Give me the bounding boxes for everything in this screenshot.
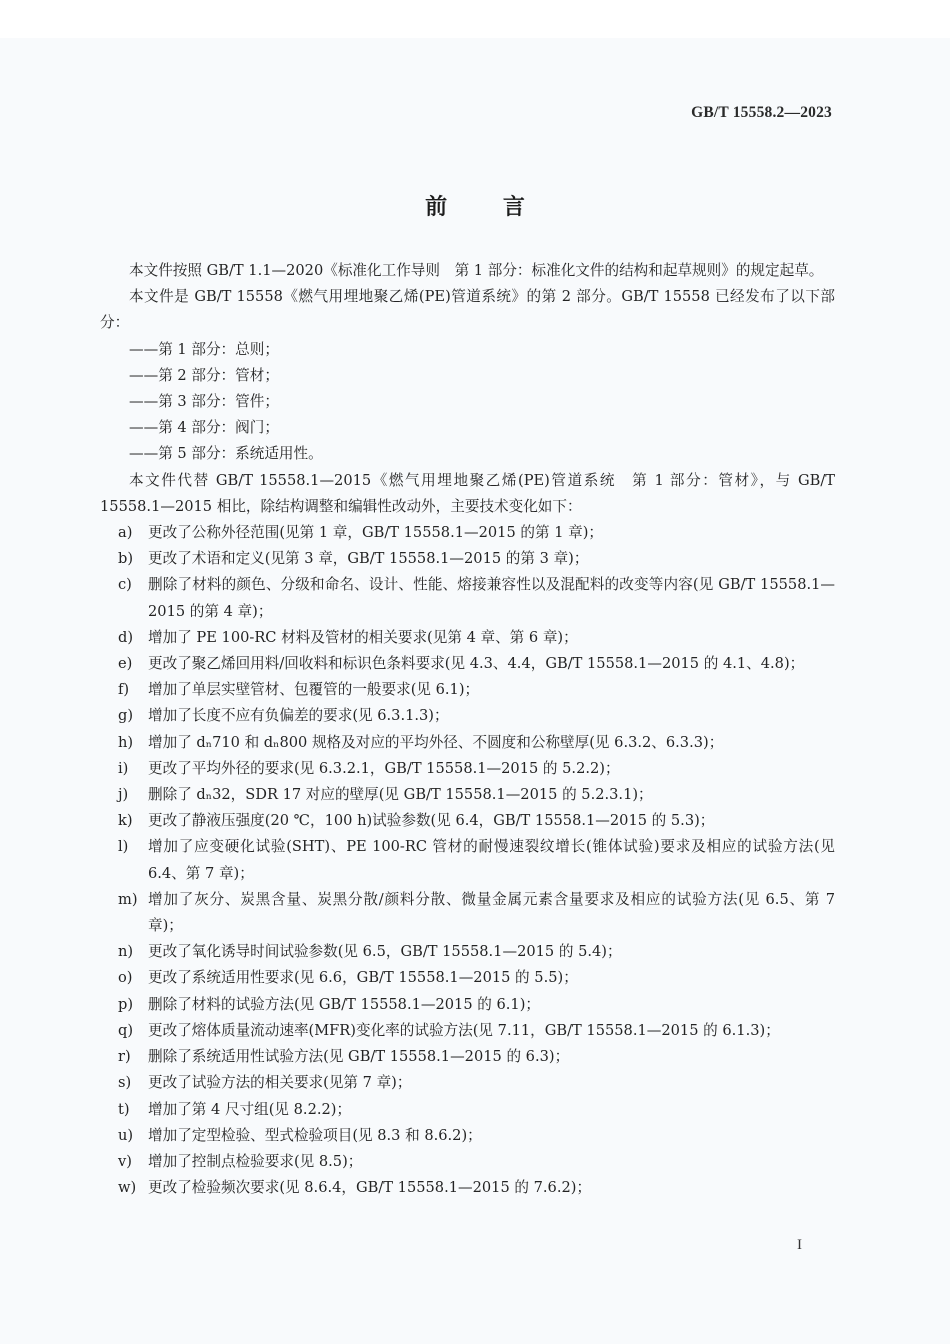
change-text: 增加了 PE 100-RC 材料及管材的相关要求(见第 4 章、第 6 章)； bbox=[148, 628, 578, 646]
change-text: 更改了试验方法的相关要求(见第 7 章)； bbox=[148, 1074, 412, 1092]
parts-list-item: ——第 5 部分：系统适用性。 bbox=[129, 445, 323, 463]
change-text: 删除了材料的颜色、分级和命名、设计、性能、熔接兼容性以及混配料的改变等内容(见 GB/T 15558.1—2015 的第 4 章)； bbox=[148, 576, 835, 620]
change-item bbox=[100, 520, 835, 546]
list-marker: s) bbox=[118, 1074, 132, 1092]
change-text: 更改了检验频次要求(见 8.6.4，GB/T 15558.1—2015 的 7.6.2)； bbox=[148, 1179, 592, 1197]
change-item bbox=[100, 546, 835, 572]
foreword-body bbox=[100, 258, 835, 1201]
change-item bbox=[100, 887, 835, 939]
change-text: 更改了氧化诱导时间试验参数(见 6.5，GB/T 15558.1—2015 的 5.4)； bbox=[148, 943, 622, 961]
change-item bbox=[100, 1070, 835, 1096]
change-item bbox=[100, 703, 835, 729]
list-marker: p) bbox=[118, 995, 134, 1013]
change-text: 更改了平均外径的要求(见 6.3.2.1，GB/T 15558.1—2015 的 5.2.2)； bbox=[148, 759, 620, 777]
change-item bbox=[100, 625, 835, 651]
list-marker: e) bbox=[118, 655, 133, 673]
list-marker: b) bbox=[118, 550, 134, 568]
change-item bbox=[100, 756, 835, 782]
list-marker: k) bbox=[118, 812, 133, 830]
paragraph-series-intro: 本文件是 GB/T 15558《燃气用埋地聚乙烯(PE)管道系统》的第 2 部分。GB/T 15558 已经发布了以下部分： bbox=[100, 288, 835, 332]
list-marker: f) bbox=[118, 681, 130, 699]
change-item bbox=[100, 730, 835, 756]
parts-list-item: ——第 2 部分：管材； bbox=[129, 366, 279, 384]
change-text: 增加了定型检验、型式检验项目(见 8.3 和 8.6.2)； bbox=[148, 1126, 482, 1144]
change-text: 增加了第 4 尺寸组(见 8.2.2)； bbox=[148, 1100, 352, 1118]
list-marker: u) bbox=[118, 1126, 134, 1144]
change-text: 增加了控制点检验要求(见 8.5)； bbox=[148, 1152, 363, 1170]
parts-list bbox=[100, 337, 835, 468]
change-text: 增加了 dₙ710 和 dₙ800 规格及对应的平均外径、不圆度和公称壁厚(见 6.3.2、6.3.3)； bbox=[148, 733, 724, 751]
list-marker: a) bbox=[118, 524, 133, 542]
change-text: 更改了公称外径范围(见第 1 章，GB/T 15558.1—2015 的第 1 章)； bbox=[148, 524, 604, 542]
change-text: 删除了系统适用性试验方法(见 GB/T 15558.1—2015 的 6.3)； bbox=[148, 1048, 570, 1066]
parts-list-item: ——第 1 部分：总则； bbox=[129, 340, 279, 358]
change-text: 增加了灰分、炭黑含量、炭黑分散/颜料分散、微量金属元素含量要求及相应的试验方法(见 6.5、第 7 章)； bbox=[148, 890, 835, 935]
list-marker: d) bbox=[118, 628, 134, 646]
list-marker: t) bbox=[118, 1100, 130, 1118]
standard-code: GB/T 15558.2—2023 bbox=[691, 104, 832, 121]
change-item bbox=[100, 1018, 835, 1044]
parts-list-item: ——第 4 部分：阀门； bbox=[129, 419, 279, 437]
change-text: 更改了系统适用性要求(见 6.6，GB/T 15558.1—2015 的 5.5)； bbox=[148, 969, 578, 987]
list-marker: c) bbox=[118, 576, 132, 594]
change-item bbox=[100, 1175, 835, 1201]
paragraph-drafting-rules: 本文件按照 GB/T 1.1—2020《标准化工作导则 第 1 部分：标准化文件的结构和起草规则》的规定起草。 bbox=[129, 262, 824, 279]
list-marker: q) bbox=[118, 1021, 134, 1039]
list-marker: w) bbox=[118, 1179, 137, 1197]
change-item bbox=[100, 1044, 835, 1070]
paragraph-replacement: 本文件代替 GB/T 15558.1—2015《燃气用埋地聚乙烯(PE)管道系统 第 1 部分：管材》，与 GB/T 15558.1—2015 相比，除结构调整和编辑性改动外，主要技术变化如下： bbox=[100, 471, 835, 515]
change-item bbox=[100, 782, 835, 808]
change-text: 增加了单层实壁管材、包覆管的一般要求(见 6.1)； bbox=[148, 681, 480, 699]
change-text: 删除了材料的试验方法(见 GB/T 15558.1—2015 的 6.1)； bbox=[148, 995, 540, 1013]
change-item bbox=[100, 572, 835, 624]
change-item bbox=[100, 1149, 835, 1175]
change-item bbox=[100, 992, 835, 1018]
list-marker: g) bbox=[118, 707, 134, 725]
list-marker: h) bbox=[118, 733, 134, 751]
list-marker: l) bbox=[118, 838, 129, 856]
change-text: 更改了术语和定义(见第 3 章，GB/T 15558.1—2015 的第 3 章)； bbox=[148, 550, 589, 568]
change-item bbox=[100, 965, 835, 991]
change-text: 增加了应变硬化试验(SHT)、PE 100-RC 管材的耐慢速裂纹增长(锥体试验)要求及相应的试验方法(见 6.4、第 7 章)； bbox=[148, 838, 835, 882]
page-title: 前 言 bbox=[425, 195, 549, 220]
change-item bbox=[100, 808, 835, 834]
list-marker: j) bbox=[118, 786, 129, 804]
change-item bbox=[100, 651, 835, 677]
change-text: 更改了静液压强度(20 ℃，100 h)试验参数(见 6.4，GB/T 15558.1—2015 的 5.3)； bbox=[148, 812, 715, 830]
change-item bbox=[100, 939, 835, 965]
change-item bbox=[100, 1097, 835, 1123]
parts-list-item: ——第 3 部分：管件； bbox=[129, 393, 279, 411]
list-marker: m) bbox=[118, 890, 138, 908]
change-item bbox=[100, 1123, 835, 1149]
list-marker: n) bbox=[118, 943, 134, 961]
list-marker: o) bbox=[118, 969, 133, 987]
change-text: 增加了长度不应有负偏差的要求(见 6.3.1.3)； bbox=[148, 707, 449, 725]
change-text: 删除了 dₙ32，SDR 17 对应的壁厚(见 GB/T 15558.1—2015 的 5.2.3.1)； bbox=[148, 786, 653, 804]
change-text: 更改了熔体质量流动速率(MFR)变化率的试验方法(见 7.11，GB/T 15558.1—2015 的 6.1.3)； bbox=[148, 1021, 780, 1039]
page-number: I bbox=[797, 1237, 802, 1253]
changes-list bbox=[100, 520, 835, 1201]
change-text: 更改了聚乙烯回用料/回收料和标识色条料要求(见 4.3、4.4，GB/T 15558.1—2015 的 4.1、4.8)； bbox=[148, 655, 805, 673]
change-item bbox=[100, 834, 835, 886]
list-marker: r) bbox=[118, 1048, 131, 1066]
list-marker: v) bbox=[118, 1152, 132, 1170]
change-item bbox=[100, 677, 835, 703]
list-marker: i) bbox=[118, 759, 129, 777]
